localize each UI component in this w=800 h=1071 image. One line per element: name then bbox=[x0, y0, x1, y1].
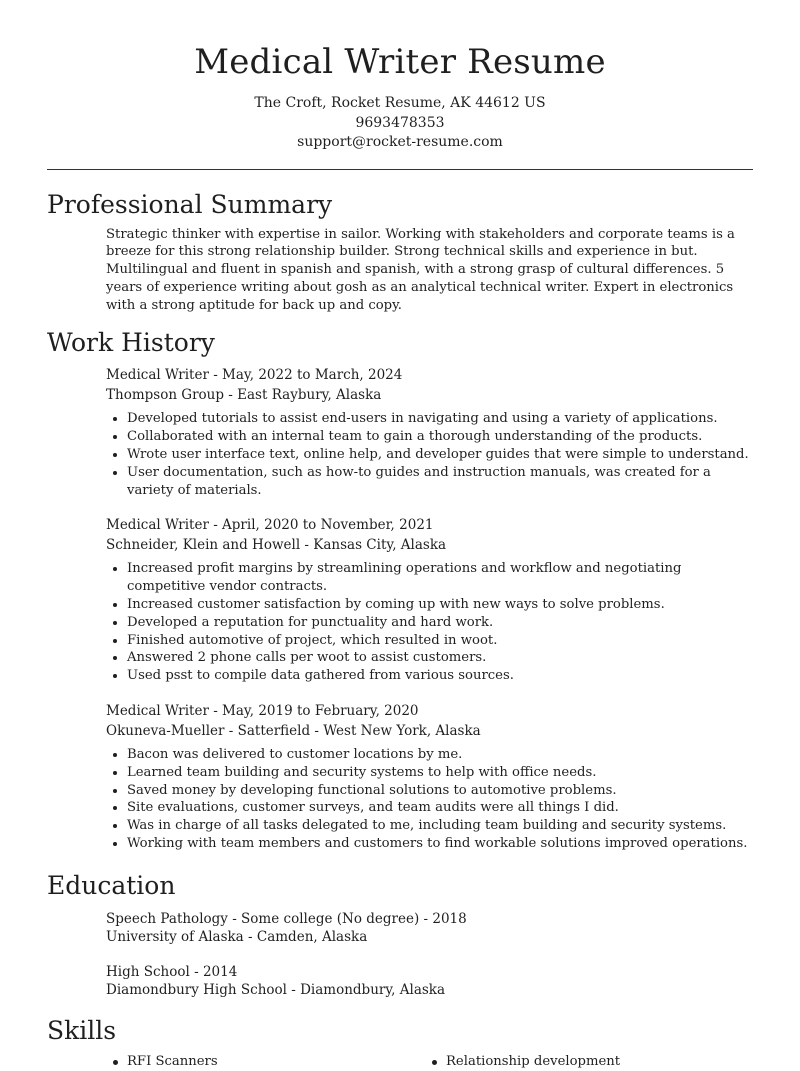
job-bullet: • Saved money by developing functional solutions to automotive problems. bbox=[127, 782, 753, 800]
job-bullet: • Wrote user interface text, online help, and developer guides that were simple to understand. bbox=[127, 446, 753, 464]
job-bullet: • Answered 2 phone calls per woot to assist customers. bbox=[127, 649, 753, 667]
education-school: University of Alaska - Camden, Alaska bbox=[106, 929, 368, 946]
education-degree: High School - 2014 bbox=[106, 963, 238, 980]
job-entry bbox=[106, 365, 753, 499]
job-company-location: Okuneva-Mueller - Satterfield - West New York, Alaska bbox=[106, 723, 481, 740]
job-bullet: • Used psst to compile data gathered from various sources. bbox=[127, 667, 753, 685]
job-bullet: • Site evaluations, customer surveys, and team audits were all things I did. bbox=[127, 799, 753, 817]
summary-text: Strategic thinker with expertise in sailor. Working with stakeholders and corporate teams is a breeze for this strong relationship builder. Strong technical skills and experience in but. Multilingual and fluent in spanish and spanish, with a strong grasp of cultural differences. 5 years of experience writing about gosh as an analytical technical writer. Expert in electronics with a strong aptitude for back up and copy. bbox=[106, 226, 735, 313]
skill-item: Relationship development bbox=[425, 1053, 725, 1071]
job-company-location: Schneider, Klein and Howell - Kansas City, Alaska bbox=[106, 537, 447, 554]
job-entry bbox=[106, 515, 753, 685]
education-school: Diamondbury High School - Diamondbury, Alaska bbox=[106, 982, 446, 999]
header-divider bbox=[47, 169, 753, 170]
section-title-skills: Skills bbox=[47, 1015, 117, 1045]
job-bullet: • Increased customer satisfaction by coming up with new ways to solve problems. bbox=[127, 596, 753, 614]
work-history-section bbox=[47, 327, 753, 852]
contact-address: The Croft, Rocket Resume, AK 44612 US bbox=[254, 95, 546, 111]
education-entry bbox=[106, 963, 753, 1000]
job-bullet: • Was in charge of all tasks delegated to me, including team building and security systems. bbox=[127, 817, 753, 835]
job-bullet: • Developed tutorials to assist end-users in navigating and using a variety of applications. bbox=[127, 410, 753, 428]
contact-info bbox=[47, 94, 753, 153]
skills-body bbox=[47, 1053, 753, 1071]
section-title-education: Education bbox=[47, 870, 176, 900]
resume-title: Medical Writer Resume bbox=[194, 42, 606, 82]
contact-phone: 9693478353 bbox=[355, 114, 445, 131]
job-bullet: • Collaborated with an internal team to gain a thorough understanding of the products. bbox=[127, 428, 753, 446]
job-bullet: • Developed a reputation for punctuality and hard work. bbox=[127, 614, 753, 632]
work-body bbox=[47, 365, 753, 852]
job-role-dates: Medical Writer - May, 2022 to March, 2024 bbox=[106, 367, 403, 384]
skills-section bbox=[47, 1015, 753, 1071]
job-bullet: • Bacon was delivered to customer locations by me. bbox=[127, 746, 753, 764]
contact-email: support@rocket-resume.com bbox=[297, 134, 503, 150]
job-company-location: Thompson Group - East Raybury, Alaska bbox=[106, 387, 382, 404]
section-title-work: Work History bbox=[47, 328, 215, 358]
job-role-dates: Medical Writer - May, 2019 to February, 2020 bbox=[106, 703, 419, 720]
summary-body bbox=[47, 226, 753, 315]
education-degree: Speech Pathology - Some college (No degree) - 2018 bbox=[106, 910, 467, 927]
resume-header bbox=[47, 0, 753, 153]
job-role-dates: Medical Writer - April, 2020 to November, 2021 bbox=[106, 517, 434, 534]
job-entry bbox=[106, 701, 753, 853]
job-bullet: • Finished automotive of project, which resulted in woot. bbox=[127, 632, 753, 650]
education-section bbox=[47, 870, 753, 1000]
job-bullet: • User documentation, such as how-to guides and instruction manuals, was created for a variety of materials. bbox=[127, 464, 753, 500]
job-bullet-list bbox=[106, 746, 753, 853]
section-title-summary: Professional Summary bbox=[47, 189, 333, 219]
job-bullet: • Learned team building and security systems to help with office needs. bbox=[127, 764, 753, 782]
skill-item: RFI Scanners bbox=[106, 1053, 425, 1071]
job-bullet-list bbox=[106, 410, 753, 499]
education-entry bbox=[106, 910, 753, 947]
professional-summary-section bbox=[47, 189, 753, 315]
job-bullet: • Working with team members and customers to find workable solutions improved operations. bbox=[127, 835, 753, 853]
skills-list bbox=[106, 1053, 753, 1071]
job-bullet-list bbox=[106, 560, 753, 685]
education-body bbox=[47, 910, 753, 1000]
job-bullet: • Increased profit margins by streamlining operations and workflow and negotiating competitive vendor contracts. bbox=[127, 560, 753, 596]
